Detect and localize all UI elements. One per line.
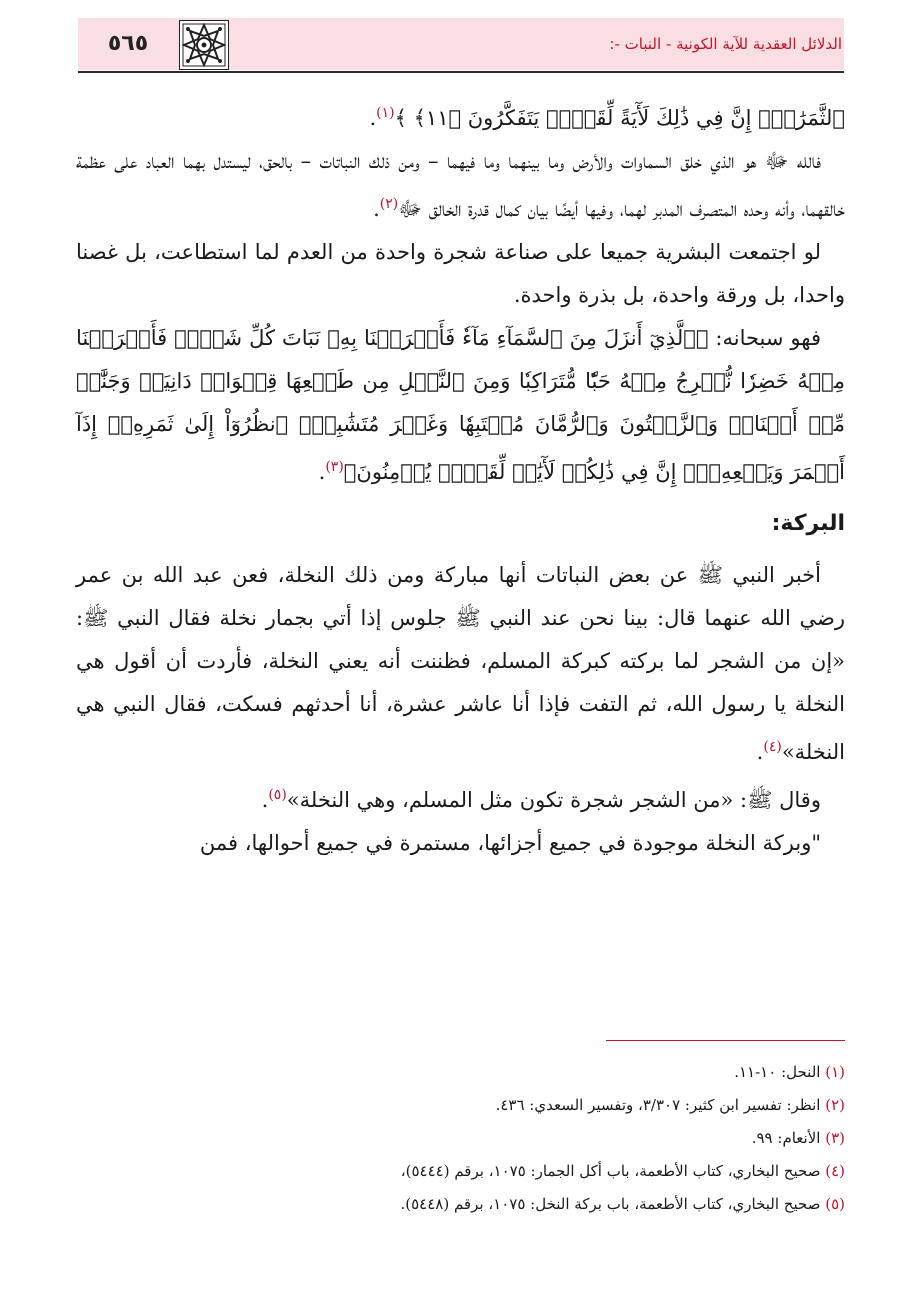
footnote-ref[interactable]: (٢) (379, 196, 399, 212)
paragraph (76, 554, 845, 774)
hadith-text: وقال ﷺ: «من الشجر شجرة تكون مثل المسلم، وهي النخلة» (286, 788, 821, 812)
footnote-number: (٤) (825, 1162, 845, 1180)
footnote (76, 1089, 845, 1122)
footnote (76, 1122, 845, 1155)
footnote-text: صحيح البخاري، كتاب الأطعمة، باب أكل الجمار: ١٠٧٥، برقم (٥٤٤٤)، (400, 1162, 821, 1180)
paragraph (76, 140, 845, 231)
quran-quote: فهو سبحانه: ﴿ٱلَّذِيٓ أَنزَلَ مِنَ ٱلسَّمَآءِ مَآءٗ فَأَخۡرَجۡنَا بِهِۦ نَبَاتَ كُلِّ شَيۡءٖ فَأَخۡرَجۡنَا مِنۡهُ خَضِرٗا نُّخۡرِجُ مِنۡهُ حَبّٗا مُّتَرَاكِبٗا وَمِنَ ٱلنَّخۡلِ مِن طَلۡعِهَا قِنۡوَانٞ دَانِيَةٞ وَجَنَّٰتٖ مِّنۡ أَعۡنَابٖ وَٱلزَّيۡتُونَ وَٱلرُّمَّانَ مُشۡتَبِهٗا وَغَيۡرَ مُتَشَٰبِهٍۗ ٱنظُرُوٓاْ إِلَىٰ ثَمَرِهِۦٓ إِذَآ أَثۡمَرَ وَيَنۡعِهِۦٓۚ إِنَّ فِي ذَٰلِكُمۡ لَأٓيَٰتٖ لِّقَوۡمٖ يُؤۡمِنُونَ﴾ (76, 326, 845, 484)
footnote-number: (٢) (825, 1096, 845, 1114)
section-heading: البركة: (771, 511, 845, 536)
paragraph (76, 92, 845, 140)
paragraph-text: فالله ﷻ هو الذي خلق السماوات والأرض وما بينهما وما فيهما – ومن ذلك النباتات – بالحق، ليستدل بهما العباد على عظمة خالقهما، وأنه وحده المتصرف المدبر لهما، وفيها أيضًا بيان كمال قدرة الخالق ﷻ (76, 149, 845, 221)
footnote-ref[interactable]: (٣) (325, 459, 344, 475)
footnote-number: (٥) (825, 1195, 845, 1213)
footnote-ref[interactable]: (١) (376, 105, 395, 121)
body-text (76, 92, 845, 865)
footnote-text: الأنعام: ٩٩. (751, 1129, 821, 1147)
footnote (76, 1188, 845, 1221)
page-header (78, 18, 844, 70)
footnote-ref[interactable]: (٤) (763, 739, 782, 755)
footnote-ref[interactable]: (٥) (268, 787, 287, 803)
footnote-separator (606, 1040, 845, 1041)
paragraph-end: . (318, 460, 326, 484)
paragraph-text: "وبركة النخلة موجودة في جميع أجزائها، مستمرة في جميع أحوالها، فمن (199, 831, 821, 855)
geometric-star-ornament-icon (179, 20, 229, 70)
paragraph (76, 317, 845, 494)
paragraph-end: . (261, 788, 269, 812)
footnote (76, 1056, 845, 1089)
page-number: ٥٦٥ (107, 31, 149, 56)
footnote (76, 1155, 845, 1188)
paragraph-end: . (756, 740, 764, 764)
running-title: الدلائل العقدية للآية الكونية - النبات -: (609, 35, 842, 53)
footnote-text: النحل: ١٠-١١. (734, 1063, 821, 1081)
quran-verse-ending: ٱلثَّمَرَٰتِۗ إِنَّ فِي ذَٰلِكَ لَأٓيَةً لِّقَوۡمٖ يَتَفَكَّرُونَ ﴿١١﴾ ﴾ (394, 106, 845, 130)
footnote-number: (٣) (825, 1129, 845, 1147)
paragraph-end: . (369, 106, 377, 130)
paragraph-text: لو اجتمعت البشرية جميعا على صناعة شجرة واحدة من العدم لما استطاعت، بل غصنا واحدا، بل ورقة واحدة، بل بذرة واحدة. (76, 240, 845, 307)
footnote-number: (١) (825, 1063, 845, 1081)
paragraph (76, 774, 845, 822)
header-divider (78, 71, 844, 73)
paragraph (76, 822, 845, 865)
footnotes (76, 1056, 845, 1221)
footnote-text: انظر: تفسير ابن كثير: ٣/٣٠٧، وتفسير السعدي: ٤٣٦. (495, 1096, 821, 1114)
paragraph (76, 231, 845, 317)
hadith-text: أخبر النبي ﷺ عن بعض النباتات أنها مباركة ومن ذلك النخلة، فعن عبد الله بن عمر رضي الله عنهما قال: بينا نحن عند النبي ﷺ جلوس إذا أتي بجمار نخلة فقال النبي ﷺ: «إن من الشجر لما بركته كبركة المسلم، فظننت أنه يعني النخلة، فأردت أن أقول هي النخلة يا رسول الله، ثم التفت فإذا أنا عاشر عشرة، أنا أحدثهم فسكت، فقال النبي هي النخلة» (76, 563, 845, 764)
paragraph-end: . (373, 197, 380, 221)
footnote-text: صحيح البخاري، كتاب الأطعمة، باب بركة النخل: ١٠٧٥، برقم (٥٤٤٨). (400, 1195, 821, 1213)
